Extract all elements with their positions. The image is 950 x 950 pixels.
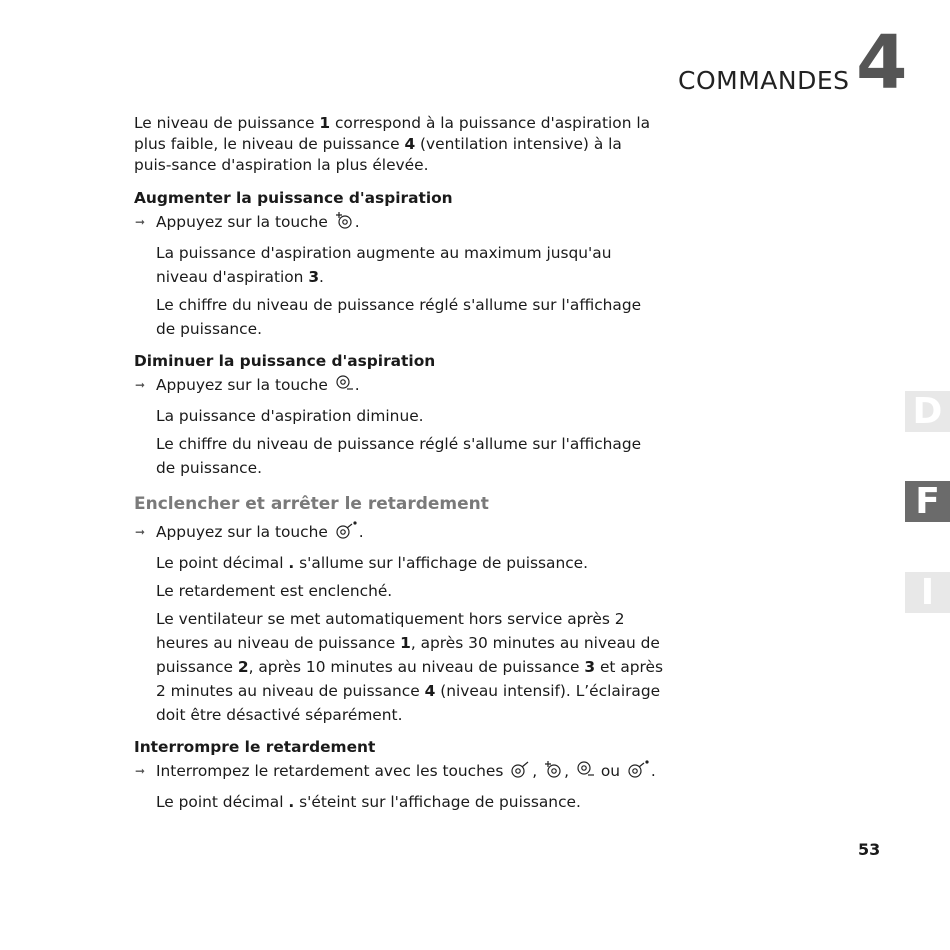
increase-info-2: Le chiffre du niveau de puissance réglé s'allume sur l'affichage de puissance. xyxy=(156,296,642,338)
heading-interrupt-delay: Interrompre le retardement xyxy=(134,738,376,756)
interrupt-info-1: Le point décimal . s'éteint sur l'affichage de puissance. xyxy=(156,793,581,811)
fan-delay-icon xyxy=(334,520,358,547)
page-content xyxy=(134,113,664,818)
heading-decrease-suction: Diminuer la puissance d'aspiration xyxy=(134,352,436,370)
fan-off-icon xyxy=(509,759,531,786)
delay-info-2: Le retardement est enclenché. xyxy=(156,582,393,600)
decrease-info-2: Le chiffre du niveau de puissance réglé s'allume sur l'affichage de puissance. xyxy=(156,435,642,477)
language-tab-d: D xyxy=(905,391,950,432)
arrow-icon: ➞ xyxy=(135,215,146,229)
delay-info-3: Le ventilateur se met automatiquement hors service après 2 heures au niveau de puissance 1, après 30 minutes au niveau de puissance 2, après 10 minutes au niveau de puissance 3 et après 2 minutes au niveau de puissance 4 (niveau intensif). L’éclairage doit être désactivé séparément. xyxy=(156,610,664,724)
step-increase: ➞ Appuyez sur la touche . xyxy=(134,210,664,237)
intro-paragraph: Le niveau de puissance 1 correspond à la puissance d'aspiration la plus faible, le niveau de puissance 4 (ventilation intensive) à la puis-sance d'aspiration la plus élevée. xyxy=(134,114,651,174)
heading-delay: Enclencher et arrêter le retardement xyxy=(134,494,489,514)
fan-plus-icon xyxy=(334,210,354,237)
page-number: 53 xyxy=(858,840,881,859)
fan-minus-icon xyxy=(334,373,354,400)
delay-info-1: Le point décimal . s'allume sur l'affichage de puissance. xyxy=(156,554,589,572)
decrease-info-1: La puissance d'aspiration diminue. xyxy=(156,407,424,425)
fan-plus-icon xyxy=(543,759,563,786)
chapter-number: 4 xyxy=(856,20,908,106)
heading-increase-suction: Augmenter la puissance d'aspiration xyxy=(134,189,453,207)
fan-delay-icon xyxy=(626,759,650,786)
increase-info-1: La puissance d'aspiration augmente au maximum jusqu'au niveau d'aspiration 3. xyxy=(156,244,612,286)
step-delay: ➞ Appuyez sur la touche . xyxy=(134,520,664,547)
arrow-icon: ➞ xyxy=(135,525,146,539)
language-tab-f: F xyxy=(905,481,950,522)
arrow-icon: ➞ xyxy=(135,378,146,392)
fan-minus-icon xyxy=(575,759,595,786)
language-tab-i: I xyxy=(905,572,950,613)
arrow-icon: ➞ xyxy=(135,764,146,778)
chapter-title: COMMANDES xyxy=(678,66,850,95)
step-decrease: ➞ Appuyez sur la touche . xyxy=(134,373,664,400)
step-interrupt: ➞ Interrompez le retardement avec les touches , , ou . xyxy=(134,759,664,786)
